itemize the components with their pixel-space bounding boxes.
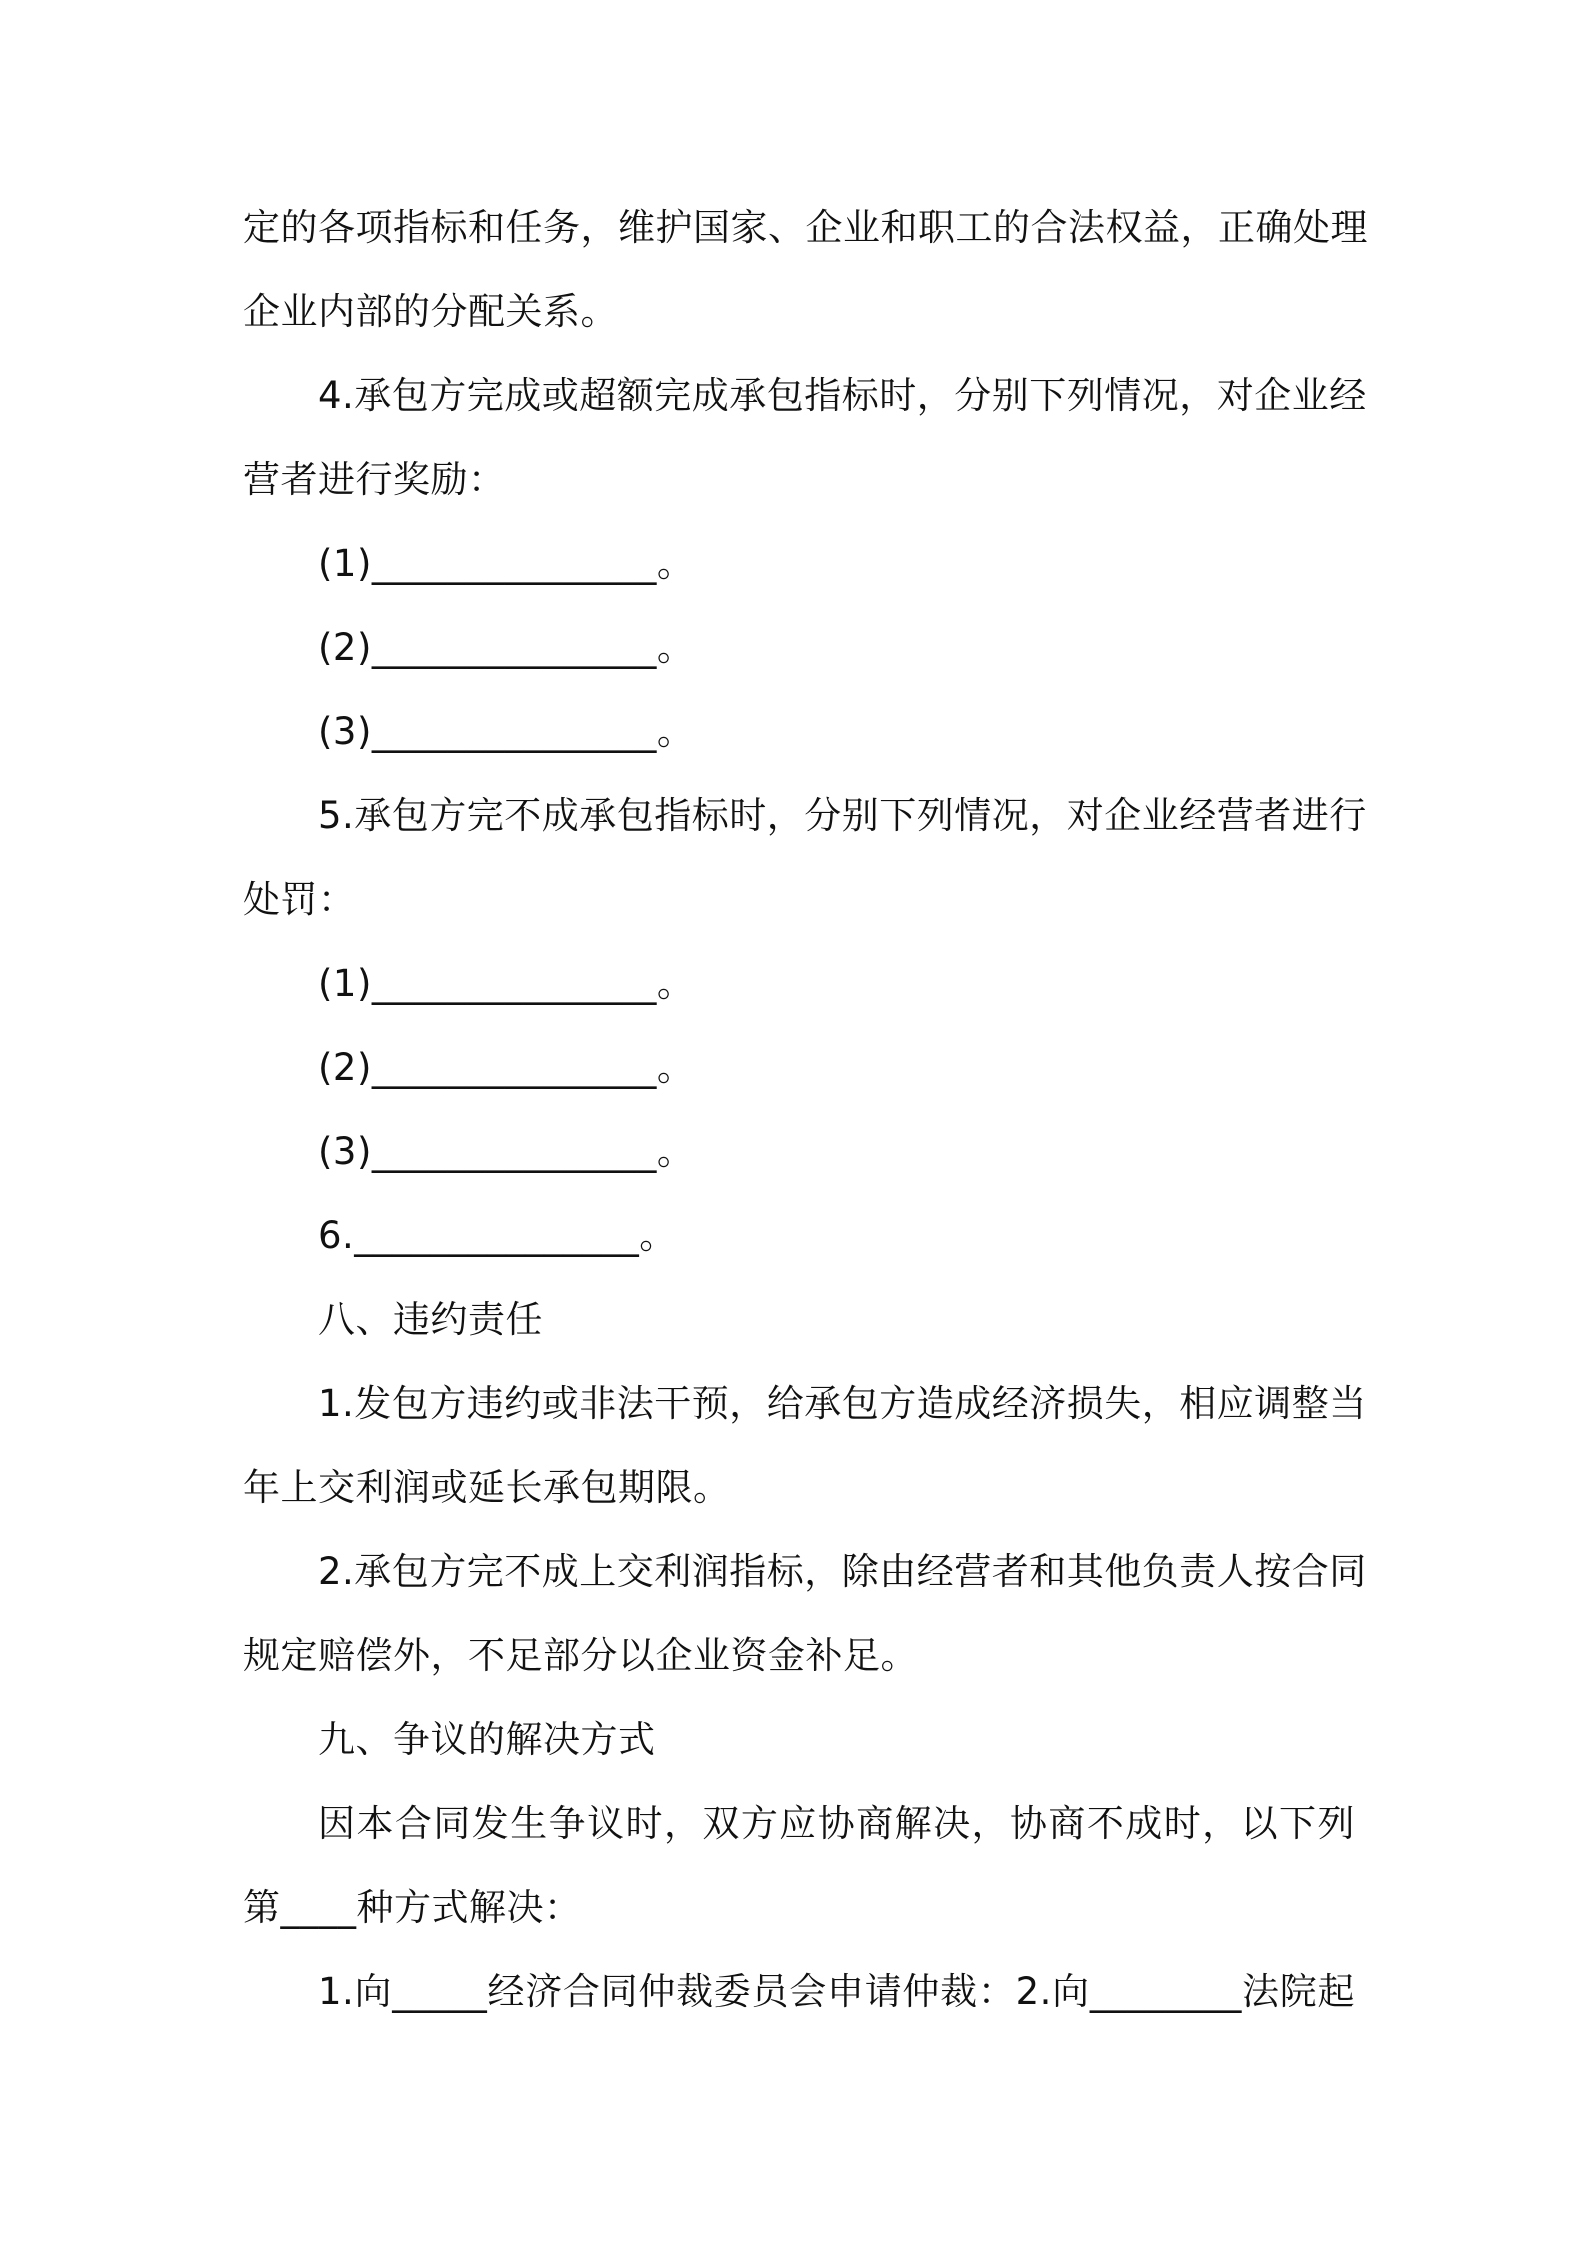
reward-item-2: (2)_______________。 (318, 626, 695, 669)
reward-item-3: (3)_______________。 (318, 710, 695, 753)
paragraph-line: 处罚： (243, 878, 356, 921)
section-heading-9: 九、争议的解决方式 (318, 1718, 656, 1761)
clause-5-line: 5.承包方完不成承包指标时，分别下列情况，对企业经营者进行 (318, 794, 1367, 837)
dispute-option-line: 1.向_____经济合同仲裁委员会申请仲裁：2.向________法院起 (318, 1970, 1355, 2013)
section-heading-8: 八、违约责任 (318, 1298, 543, 1341)
clause-4-line: 4.承包方完成或超额完成承包指标时，分别下列情况，对企业经 (318, 374, 1367, 417)
penalty-item-1: (1)_______________。 (318, 962, 695, 1005)
paragraph-line: 规定赔偿外，不足部分以企业资金补足。 (243, 1634, 918, 1677)
liability-clause-1: 1.发包方违约或非法干预，给承包方造成经济损失，相应调整当 (318, 1382, 1367, 1425)
paragraph-line: 营者进行奖励： (243, 458, 506, 501)
clause-6-line: 6._______________。 (318, 1214, 677, 1257)
dispute-paragraph-line: 因本合同发生争议时，双方应协商解决，协商不成时，以下列 (318, 1802, 1355, 1845)
paragraph-line: 第____种方式解决： (243, 1886, 582, 1929)
penalty-item-2: (2)_______________。 (318, 1046, 695, 1089)
paragraph-line: 年上交利润或延长承包期限。 (243, 1466, 731, 1509)
paragraph-line: 企业内部的分配关系。 (243, 290, 618, 333)
paragraph-line: 定的各项指标和任务，维护国家、企业和职工的合法权益，正确处理 (243, 206, 1368, 249)
penalty-item-3: (3)_______________。 (318, 1130, 695, 1173)
liability-clause-2: 2.承包方完不成上交利润指标，除由经营者和其他负责人按合同 (318, 1550, 1367, 1593)
reward-item-1: (1)_______________。 (318, 542, 695, 585)
